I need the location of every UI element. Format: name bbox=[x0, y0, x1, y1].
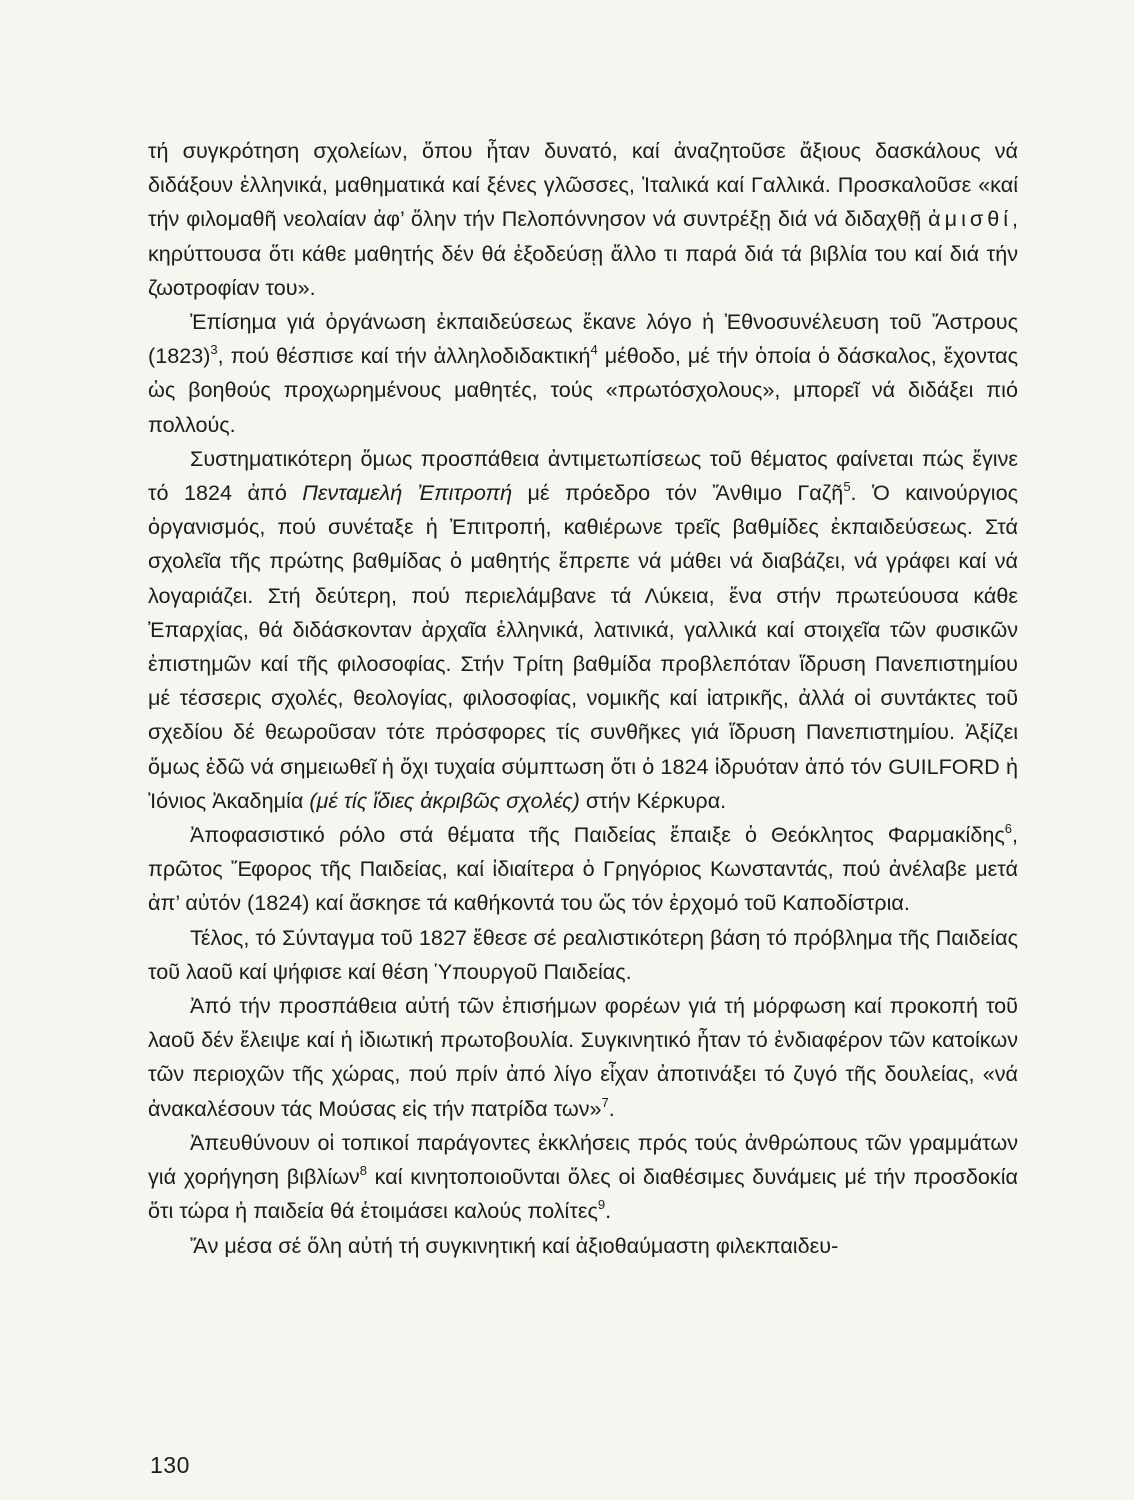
paragraph bbox=[148, 921, 1018, 989]
body-text bbox=[148, 134, 1018, 1263]
text-run: Συστηματικότερη ὅμως προσπάθεια ἀντιμετωπίσεως τοῦ θέματος φαίνεται πώς ἔγινε τό 1824 ἀπό bbox=[148, 445, 1018, 506]
italic-run: Πενταμελή Ἐπιτροπή bbox=[302, 480, 513, 506]
paragraph bbox=[148, 1126, 1018, 1229]
text-run: . Ὁ καινούργιος ὀργανισμός, πού συνέταξε ἡ Ἐπιτροπή, καθιέρωνε τρεῖς βαθμίδες ἐκπαιδεύσεως. Στά σχολεῖα τῆς πρώτης βαθμίδας ὁ μαθητής ἔπρεπε νά μάθει νά διαβάζει, νά γράφει καί νά λογαριάζει. Στή δεύτερη, πού περιελάμβανε τά Λύκεια, ἕνα στήν πρωτεύουσα κάθε Ἐπαρχίας, θά διδάσκονταν ἀρχαῖα ἑλληνικά, λατινικά, γαλλικά καί στοιχεῖα τῶν φυσικῶν ἐπιστημῶν καί τῆς φιλοσοφίας. Στήν Τρίτη βαθμίδα προβλεπόταν ἵδρυση Πανεπιστημίου μέ τέσσερις σχολές, θεολογίας, φιλοσοφίας, νομικῆς καί ἰατρικῆς, ἀλλά οἱ συντάκτες τοῦ σχεδίου δέ θεωροῦσαν τότε πρόσφορες τίς συνθῆκες γιά ἵδρυση Πανεπιστημίου. Ἀξίζει ὅμως ἐδῶ νά σημειωθεῖ ἡ ὄχι τυχαία σύμπτωση ὅτι ὁ 1824 ἱδρυόταν ἀπό τόν GUILFORD ἡ Ἰόνιος Ἀκαδημία bbox=[148, 480, 1018, 813]
text-run: Τέλος, τό Σύνταγμα τοῦ 1827 ἔθεσε σέ ρεαλιστικότερη βάση τό πρόβλημα τῆς Παιδείας τοῦ λαοῦ καί ψήφισε καί θέση Ὑπουργοῦ Παιδείας. bbox=[148, 924, 1018, 984]
text-run: Ἀπό τήν προσπάθεια αὐτή τῶν ἐπισήμων φορέων γιά τή μόρφωση καί προκοπή τοῦ λαοῦ δέν ἔλειψε καί ἡ ἰδιωτική πρωτοβουλία. Συγκινητικό ἦταν τό ἐνδιαφέρον τῶν κατοίκων τῶν περιοχῶν τῆς χώρας, πού πρίν ἀπό λίγο εἶχαν ἀποτινάξει τό ζυγό τῆς δουλείας, «νά ἀνακαλέσουν τάς Μούσας εἰς τήν πατρίδα των» bbox=[148, 993, 1018, 1121]
footnote-ref: 3 bbox=[210, 342, 218, 358]
text-run: , πρῶτος Ἔφορος τῆς Παιδείας, καί ἰδιαίτερα ὁ Γρηγόριος Κωνσταντάς, πού ἀνέλαβε μετά ἀπ’ αὐτόν (1824) καί ἄσκησε τά καθήκοντά του ὥς τόν ἐρχομό τοῦ Καποδίστρια. bbox=[148, 822, 1018, 916]
text-run: Ἐπίσημα γιά ὀργάνωση ἐκπαιδεύσεως ἔκανε λόγο ἡ Ἐθνοσυνέλευση τοῦ Ἄστρους (1823) bbox=[148, 309, 1018, 369]
page-number: 130 bbox=[150, 1452, 190, 1478]
text-run: Ἀποφασιστικό ρόλο στά θέματα τῆς Παιδείας ἔπαιξε ὁ Θεόκλητος Φαρμακίδης bbox=[190, 822, 1005, 848]
footnote-ref: 7 bbox=[601, 1094, 609, 1110]
text-run: . bbox=[608, 1095, 615, 1121]
text-run: , πού θέσπισε καί τήν ἀλληλοδιδακτική bbox=[217, 343, 591, 369]
paragraph bbox=[148, 989, 1018, 1126]
footnote-ref: 9 bbox=[597, 1197, 606, 1213]
text-run: στήν Κέρκυρα. bbox=[579, 787, 727, 813]
text-run: Ἄν μέσα σέ ὅλη αὐτή τή συγκινητική καί ἀξιοθαύμαστη φιλεκπαιδευ- bbox=[190, 1232, 839, 1258]
paragraph bbox=[148, 818, 1018, 921]
text-run: τή συγκρότηση σχολείων, ὅπου ἦταν δυνατό, καί ἀναζητοῦσε ἄξιους δασκάλους νά διδάξουν ἑλληνικά, μαθηματικά καί ξένες γλῶσσες, Ἰταλικά καί Γαλλικά. Προσκαλοῦσε «καί τήν φιλομαθῆ νεολαίαν ἀφ’ ὅλην τήν Πελοπόννησον νά συντρέξῃ διά νά διδαχθῇ bbox=[148, 138, 1018, 232]
text-run: καί κινητοποιοῦνται ὅλες οἱ διαθέσιμες δυνάμεις μέ τήν προσδοκία ὅτι τώρα ἡ παιδεία θά ἑτοιμάσει καλούς πολίτες bbox=[148, 1164, 1018, 1224]
paragraph bbox=[148, 442, 1018, 818]
footnote-ref: 4 bbox=[590, 342, 598, 358]
text-run: Ἀπευθύνουν οἱ τοπικοί παράγοντες ἐκκλήσεις πρός τούς ἀνθρώπους τῶν γραμμάτων γιά χορήγηση βιβλίων bbox=[148, 1129, 1018, 1190]
text-run: . bbox=[605, 1198, 612, 1224]
paragraph bbox=[148, 305, 1018, 442]
text-run: , κηρύττουσα ὅτι κάθε μαθητής δέν θά ἐξοδεύσῃ ἄλλο τι παρά διά τά βιβλία του καί διά τήν ζωοτροφίαν του». bbox=[148, 206, 1018, 300]
text-run: μέθοδο, μέ τήν ὁποία ὁ δάσκαλος, ἔχοντας ὡς βοηθούς προχωρημένους μαθητές, τούς «πρωτόσχολους», μπορεῖ νά διδάξει πιό πολλούς. bbox=[148, 343, 1018, 437]
italic-run: (μέ τίς ἴδιες ἀκριβῶς σχολές) bbox=[309, 787, 580, 813]
footnote-ref: 5 bbox=[843, 479, 851, 495]
text-run: μέ πρόεδρο τόν Ἄνθιμο Γαζῆ bbox=[512, 480, 844, 506]
footnote-ref: 8 bbox=[359, 1163, 367, 1179]
paragraph bbox=[148, 1229, 1018, 1263]
footnote-ref: 6 bbox=[1004, 821, 1012, 837]
paragraph bbox=[148, 134, 1018, 305]
spaced-run: ἀμισθί bbox=[928, 206, 1012, 232]
